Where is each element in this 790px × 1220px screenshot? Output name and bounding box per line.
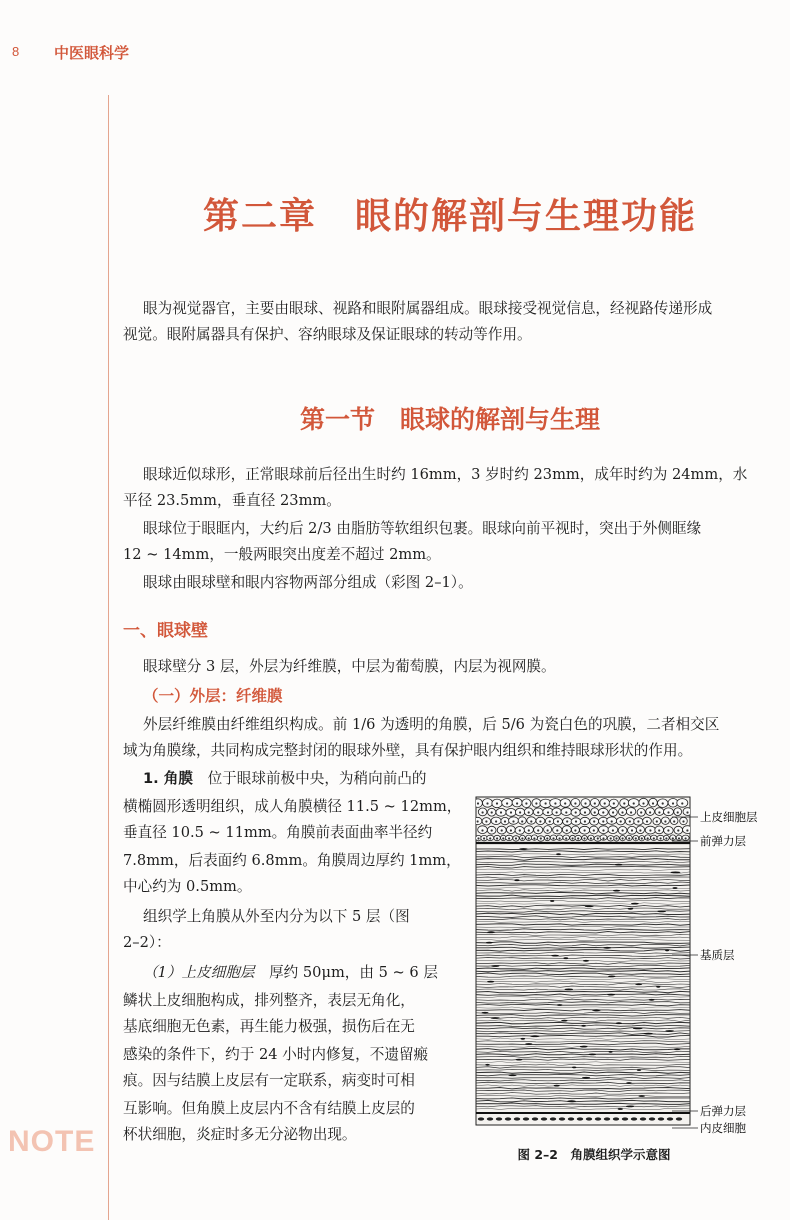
- cornea-line: 中心约为 0.5mm。: [123, 878, 252, 895]
- cell-nucleus: [584, 802, 586, 804]
- keratocyte: [491, 1017, 500, 1019]
- cell-nucleus: [594, 802, 596, 804]
- endothelial-cell: [622, 1117, 628, 1120]
- cell-nucleus: [554, 802, 556, 804]
- cell-nucleus: [664, 820, 666, 822]
- cell-nucleus: [556, 811, 558, 813]
- keratocyte: [673, 887, 678, 889]
- keratocyte: [550, 900, 554, 902]
- keratocyte: [491, 965, 499, 967]
- cell-nucleus: [574, 829, 576, 831]
- cell-nucleus: [590, 837, 592, 839]
- section-para-line: 眼球近似球形，正常眼球前后径出生时约 16mm，3 岁时约 23mm，成年时约为 24mm，水: [143, 466, 748, 483]
- intro-line-2: 视觉。眼附属器具有保护、容纳眼球及保证眼球的转动等作用。: [123, 326, 532, 343]
- epithelium-line: 基底细胞无色素，再生能力极强，损伤后在无: [123, 1018, 415, 1035]
- cornea-line: 垂直径 10.5 ~ 11mm。角膜前表面曲率半径约: [123, 824, 433, 841]
- keratocyte: [487, 981, 494, 983]
- cell-nucleus: [604, 802, 606, 804]
- fibrous-line-2: 域为角膜缘，共同构成完整封闭的眼球外壁，具有保护眼内组织和维持眼球形状的作用。: [123, 742, 693, 759]
- endothelial-cell: [586, 1117, 592, 1120]
- cell-nucleus: [519, 811, 521, 813]
- cell-nucleus: [482, 811, 484, 813]
- keratocyte: [572, 1067, 576, 1069]
- label-stroma: 基质层: [700, 948, 735, 962]
- cell-nucleus: [677, 811, 679, 813]
- cell-nucleus: [546, 837, 548, 839]
- cell-nucleus: [510, 811, 512, 813]
- cell-nucleus: [584, 829, 586, 831]
- note-mark: NOTE: [8, 1125, 96, 1158]
- endothelial-cell: [676, 1117, 682, 1120]
- epithelium-line: 感染的条件下，约于 24 小时内修复，不遗留瘢: [123, 1046, 429, 1063]
- heading-fibrous: （一）外层：纤维膜: [143, 687, 283, 705]
- cell-nucleus: [610, 837, 612, 839]
- keratocyte: [521, 1038, 526, 1040]
- epithelium-line: 杯状细胞，炎症时多无分泌物出现。: [123, 1126, 357, 1143]
- cornea-histology-figure: [474, 795, 764, 1165]
- book-title: 中医眼科学: [54, 44, 130, 62]
- epithelium-line-1: [143, 960, 438, 986]
- cell-nucleus: [656, 820, 658, 822]
- cell-nucleus: [649, 811, 651, 813]
- cell-nucleus: [672, 837, 674, 839]
- endothelial-cell: [640, 1117, 646, 1120]
- endothelial-cell: [559, 1117, 565, 1120]
- section-para-line: 12 ~ 14mm，一般两眼突出度差不超过 2mm。: [123, 546, 441, 563]
- cell-nucleus: [556, 829, 558, 831]
- keratocyte: [635, 983, 642, 985]
- endothelial-cell: [667, 1117, 673, 1120]
- cell-nucleus: [593, 829, 595, 831]
- wall-intro: 眼球壁分 3 层，外层为纤维膜，中层为葡萄膜，内层为视网膜。: [143, 658, 556, 675]
- keratocyte: [613, 890, 620, 892]
- endothelial-cell: [550, 1117, 556, 1120]
- cell-nucleus: [485, 820, 487, 822]
- cell-nucleus: [577, 837, 579, 839]
- cell-nucleus: [496, 802, 498, 804]
- keratocyte: [508, 1074, 516, 1076]
- cell-nucleus: [612, 811, 614, 813]
- endothelial-cell: [613, 1117, 619, 1120]
- keratocyte: [554, 1085, 560, 1087]
- keratocyte: [618, 1108, 623, 1110]
- endothelial-cell: [505, 1117, 511, 1120]
- keratocyte: [487, 931, 495, 933]
- cornea-line-1: [143, 766, 427, 792]
- cell-nucleus: [584, 811, 586, 813]
- cell-nucleus: [515, 837, 517, 839]
- keratocyte: [638, 1095, 645, 1097]
- cell-nucleus: [502, 837, 504, 839]
- keratocyte: [485, 1064, 489, 1066]
- keratocyte: [551, 955, 559, 957]
- cell-nucleus: [495, 820, 497, 822]
- endothelial-cell: [487, 1117, 493, 1120]
- cell-nucleus: [672, 802, 674, 804]
- cell-nucleus: [496, 837, 498, 839]
- endothelial-cell: [649, 1117, 655, 1120]
- cell-nucleus: [602, 811, 604, 813]
- cell-nucleus: [602, 837, 604, 839]
- keratocyte: [592, 1009, 601, 1011]
- cell-nucleus: [547, 829, 549, 831]
- cell-nucleus: [602, 820, 604, 822]
- cell-nucleus: [667, 811, 669, 813]
- cornea-line: 横椭圆形透明组织，成人角膜横径 11.5 ~ 12mm，: [123, 798, 462, 815]
- cell-nucleus: [533, 837, 535, 839]
- cell-nucleus: [584, 820, 586, 822]
- intro-line-1: 眼为视觉器官，主要由眼球、视路和眼附属器组成。眼球接受视觉信息，经视路传递形成: [143, 300, 713, 317]
- keratocyte: [557, 1004, 563, 1006]
- cell-nucleus: [677, 829, 679, 831]
- cell-nucleus: [682, 820, 684, 822]
- endothelial-cell: [595, 1117, 601, 1120]
- keratocyte: [631, 903, 639, 905]
- cell-nucleus: [549, 820, 551, 822]
- cell-nucleus: [491, 829, 493, 831]
- label-endothelium: 内皮细胞: [700, 1121, 746, 1135]
- keratocyte: [649, 999, 655, 1001]
- keratocyte: [581, 1025, 586, 1027]
- cell-nucleus: [521, 837, 523, 839]
- keratocyte: [567, 1100, 576, 1102]
- cell-nucleus: [483, 837, 485, 839]
- endothelial-cell: [658, 1117, 664, 1120]
- cell-nucleus: [630, 811, 632, 813]
- cell-nucleus: [623, 802, 625, 804]
- section-title: 第一节 眼球的解剖与生理: [299, 405, 600, 434]
- cell-nucleus: [641, 837, 643, 839]
- keratocyte: [561, 1020, 567, 1022]
- cell-nucleus: [528, 811, 530, 813]
- cell-nucleus: [631, 829, 633, 831]
- keratocyte: [582, 1077, 590, 1079]
- heading-eye-wall: 一、眼球壁: [123, 621, 208, 641]
- keratocyte: [556, 853, 561, 855]
- keratocyte: [626, 1106, 634, 1108]
- cell-nucleus: [646, 820, 648, 822]
- cell-nucleus: [545, 802, 547, 804]
- cell-nucleus: [678, 837, 680, 839]
- figure-caption: 图 2–2 角膜组织学示意图: [517, 1147, 671, 1162]
- keratocyte: [626, 1082, 632, 1084]
- cell-nucleus: [673, 820, 675, 822]
- keratocyte: [609, 1051, 613, 1053]
- keratocyte: [665, 950, 669, 952]
- cell-nucleus: [559, 837, 561, 839]
- cornea-line: 7.8mm，后表面约 6.8mm。角膜周边厚约 1mm，: [123, 852, 461, 869]
- cell-nucleus: [685, 837, 687, 839]
- cell-nucleus: [572, 837, 574, 839]
- cell-nucleus: [566, 829, 568, 831]
- section-para-line: 平径 23.5mm，垂直径 23mm。: [123, 492, 341, 509]
- epithelium-line: 鳞状上皮细胞构成，排列整齐，表层无角化，: [123, 992, 415, 1009]
- cell-nucleus: [615, 837, 617, 839]
- cell-nucleus: [535, 802, 537, 804]
- epithelium-text: 厚约 50μm，由 5 ~ 6 层: [269, 964, 438, 981]
- margin-rule: [108, 95, 109, 1220]
- fibrous-line-1: 外层纤维膜由纤维组织构成。前 1/6 为透明的角膜，后 5/6 为瓷白色的巩膜，二者相交区: [143, 716, 720, 733]
- keratocyte: [637, 1069, 641, 1071]
- cell-nucleus: [665, 837, 667, 839]
- cell-nucleus: [681, 802, 683, 804]
- keratocyte: [589, 1054, 597, 1056]
- keratocyte: [628, 908, 634, 910]
- cell-nucleus: [528, 829, 530, 831]
- cell-nucleus: [521, 820, 523, 822]
- keratocyte: [514, 879, 519, 881]
- keratocyte: [530, 1035, 539, 1037]
- cell-nucleus: [547, 811, 549, 813]
- endothelial-cell: [532, 1117, 538, 1120]
- cell-nucleus: [504, 820, 506, 822]
- cell-nucleus: [639, 829, 641, 831]
- cell-nucleus: [481, 829, 483, 831]
- page-number: 8: [12, 44, 20, 59]
- cell-nucleus: [653, 837, 655, 839]
- cornea-line: 2–2）：: [123, 934, 171, 951]
- endothelial-cell: [514, 1117, 520, 1120]
- cell-nucleus: [539, 820, 541, 822]
- section-para-line: 眼球由眼球壁和眼内容物两部分组成（彩图 2–1）。: [143, 574, 473, 591]
- cell-nucleus: [537, 829, 539, 831]
- cornea-label: 1. 角膜: [143, 770, 193, 787]
- cornea-line: 组织学上角膜从外至内分为以下 5 层（图: [143, 908, 410, 925]
- endothelial-cell: [523, 1117, 529, 1120]
- cell-nucleus: [613, 802, 615, 804]
- cell-nucleus: [633, 802, 635, 804]
- cell-nucleus: [489, 837, 491, 839]
- cell-nucleus: [566, 820, 568, 822]
- epithelium-line: 痕。因与结膜上皮层有一定联系，病变时可相: [123, 1072, 415, 1089]
- keratocyte: [607, 994, 615, 996]
- cell-nucleus: [620, 820, 622, 822]
- cell-nucleus: [574, 802, 576, 804]
- cell-nucleus: [508, 837, 510, 839]
- keratocyte: [565, 989, 574, 991]
- cell-nucleus: [501, 829, 503, 831]
- keratocyte: [615, 864, 623, 866]
- cell-nucleus: [667, 829, 669, 831]
- cell-nucleus: [652, 802, 654, 804]
- keratocyte: [633, 1028, 643, 1030]
- cell-nucleus: [622, 829, 624, 831]
- cell-nucleus: [491, 811, 493, 813]
- keratocyte: [608, 976, 615, 978]
- cell-nucleus: [557, 820, 559, 822]
- endothelial-cell: [631, 1117, 637, 1120]
- cell-nucleus: [510, 829, 512, 831]
- keratocyte: [674, 1048, 681, 1050]
- endothelial-cell: [496, 1117, 502, 1120]
- cell-nucleus: [621, 811, 623, 813]
- epithelium-line: 互影响。但角膜上皮层内不含有结膜上皮层的: [123, 1100, 415, 1117]
- keratocyte: [583, 960, 589, 962]
- cell-nucleus: [500, 811, 502, 813]
- endothelial-cell: [577, 1117, 583, 1120]
- cell-nucleus: [528, 837, 530, 839]
- keratocyte: [656, 986, 660, 988]
- keratocyte: [519, 848, 527, 850]
- cell-nucleus: [612, 829, 614, 831]
- cell-nucleus: [628, 837, 630, 839]
- cell-nucleus: [593, 820, 595, 822]
- cornea-histology-illustration: [474, 795, 764, 1140]
- endothelial-cell: [478, 1117, 484, 1120]
- cell-nucleus: [575, 811, 577, 813]
- cell-nucleus: [477, 802, 479, 804]
- keratocyte: [616, 1022, 622, 1024]
- cell-nucleus: [658, 811, 660, 813]
- keratocyte: [665, 1030, 674, 1032]
- keratocyte: [525, 1043, 532, 1045]
- cell-nucleus: [477, 820, 479, 822]
- cell-nucleus: [525, 802, 527, 804]
- keratocyte: [563, 957, 568, 959]
- cell-nucleus: [506, 802, 508, 804]
- keratocyte: [585, 905, 594, 907]
- cell-nucleus: [662, 802, 664, 804]
- cell-nucleus: [635, 837, 637, 839]
- cell-nucleus: [516, 802, 518, 804]
- cell-nucleus: [583, 837, 585, 839]
- cell-nucleus: [658, 829, 660, 831]
- chapter-title: 第二章 眼的解剖与生理功能: [202, 195, 697, 237]
- cell-nucleus: [686, 829, 688, 831]
- cornea-text: 位于眼球前极中央，为稍向前凸的: [207, 770, 427, 787]
- endothelial-cell: [604, 1117, 610, 1120]
- cell-nucleus: [519, 829, 521, 831]
- cell-nucleus: [512, 820, 514, 822]
- cell-nucleus: [640, 811, 642, 813]
- label-epithelium: 上皮细胞层: [700, 810, 758, 824]
- label-bowman-layer: 前弹力层: [700, 834, 746, 848]
- cell-nucleus: [552, 837, 554, 839]
- cell-nucleus: [540, 837, 542, 839]
- cell-nucleus: [575, 820, 577, 822]
- keratocyte: [603, 947, 611, 949]
- keratocyte: [644, 1033, 653, 1035]
- cell-nucleus: [564, 802, 566, 804]
- cell-nucleus: [486, 802, 488, 804]
- section-para-line: 眼球位于眼眶内，大约后 2/3 由脂肪等软组织包裹。眼球向前平视时，突出于外侧眶缘: [143, 520, 702, 537]
- cell-nucleus: [565, 837, 567, 839]
- cell-nucleus: [660, 837, 662, 839]
- cell-nucleus: [622, 837, 624, 839]
- cell-nucleus: [611, 820, 613, 822]
- label-descemet-membrane: 后弹力层: [700, 1104, 746, 1118]
- cell-nucleus: [686, 811, 688, 813]
- cell-nucleus: [637, 820, 639, 822]
- cell-nucleus: [530, 820, 532, 822]
- keratocyte: [657, 911, 666, 913]
- keratocyte: [516, 1059, 523, 1061]
- cell-nucleus: [629, 820, 631, 822]
- keratocyte: [580, 1046, 588, 1048]
- keratocyte: [671, 872, 681, 874]
- endothelial-cell: [568, 1117, 574, 1120]
- epithelium-label: （1）上皮细胞层: [143, 964, 255, 981]
- cell-nucleus: [477, 837, 479, 839]
- cell-nucleus: [594, 811, 596, 813]
- keratocyte: [482, 1012, 489, 1014]
- cell-nucleus: [537, 811, 539, 813]
- cell-nucleus: [602, 829, 604, 831]
- cell-nucleus: [642, 802, 644, 804]
- cell-nucleus: [597, 837, 599, 839]
- cell-nucleus: [649, 829, 651, 831]
- endothelial-cell: [541, 1117, 547, 1120]
- keratocyte: [486, 942, 493, 944]
- cell-nucleus: [647, 837, 649, 839]
- cell-nucleus: [565, 811, 567, 813]
